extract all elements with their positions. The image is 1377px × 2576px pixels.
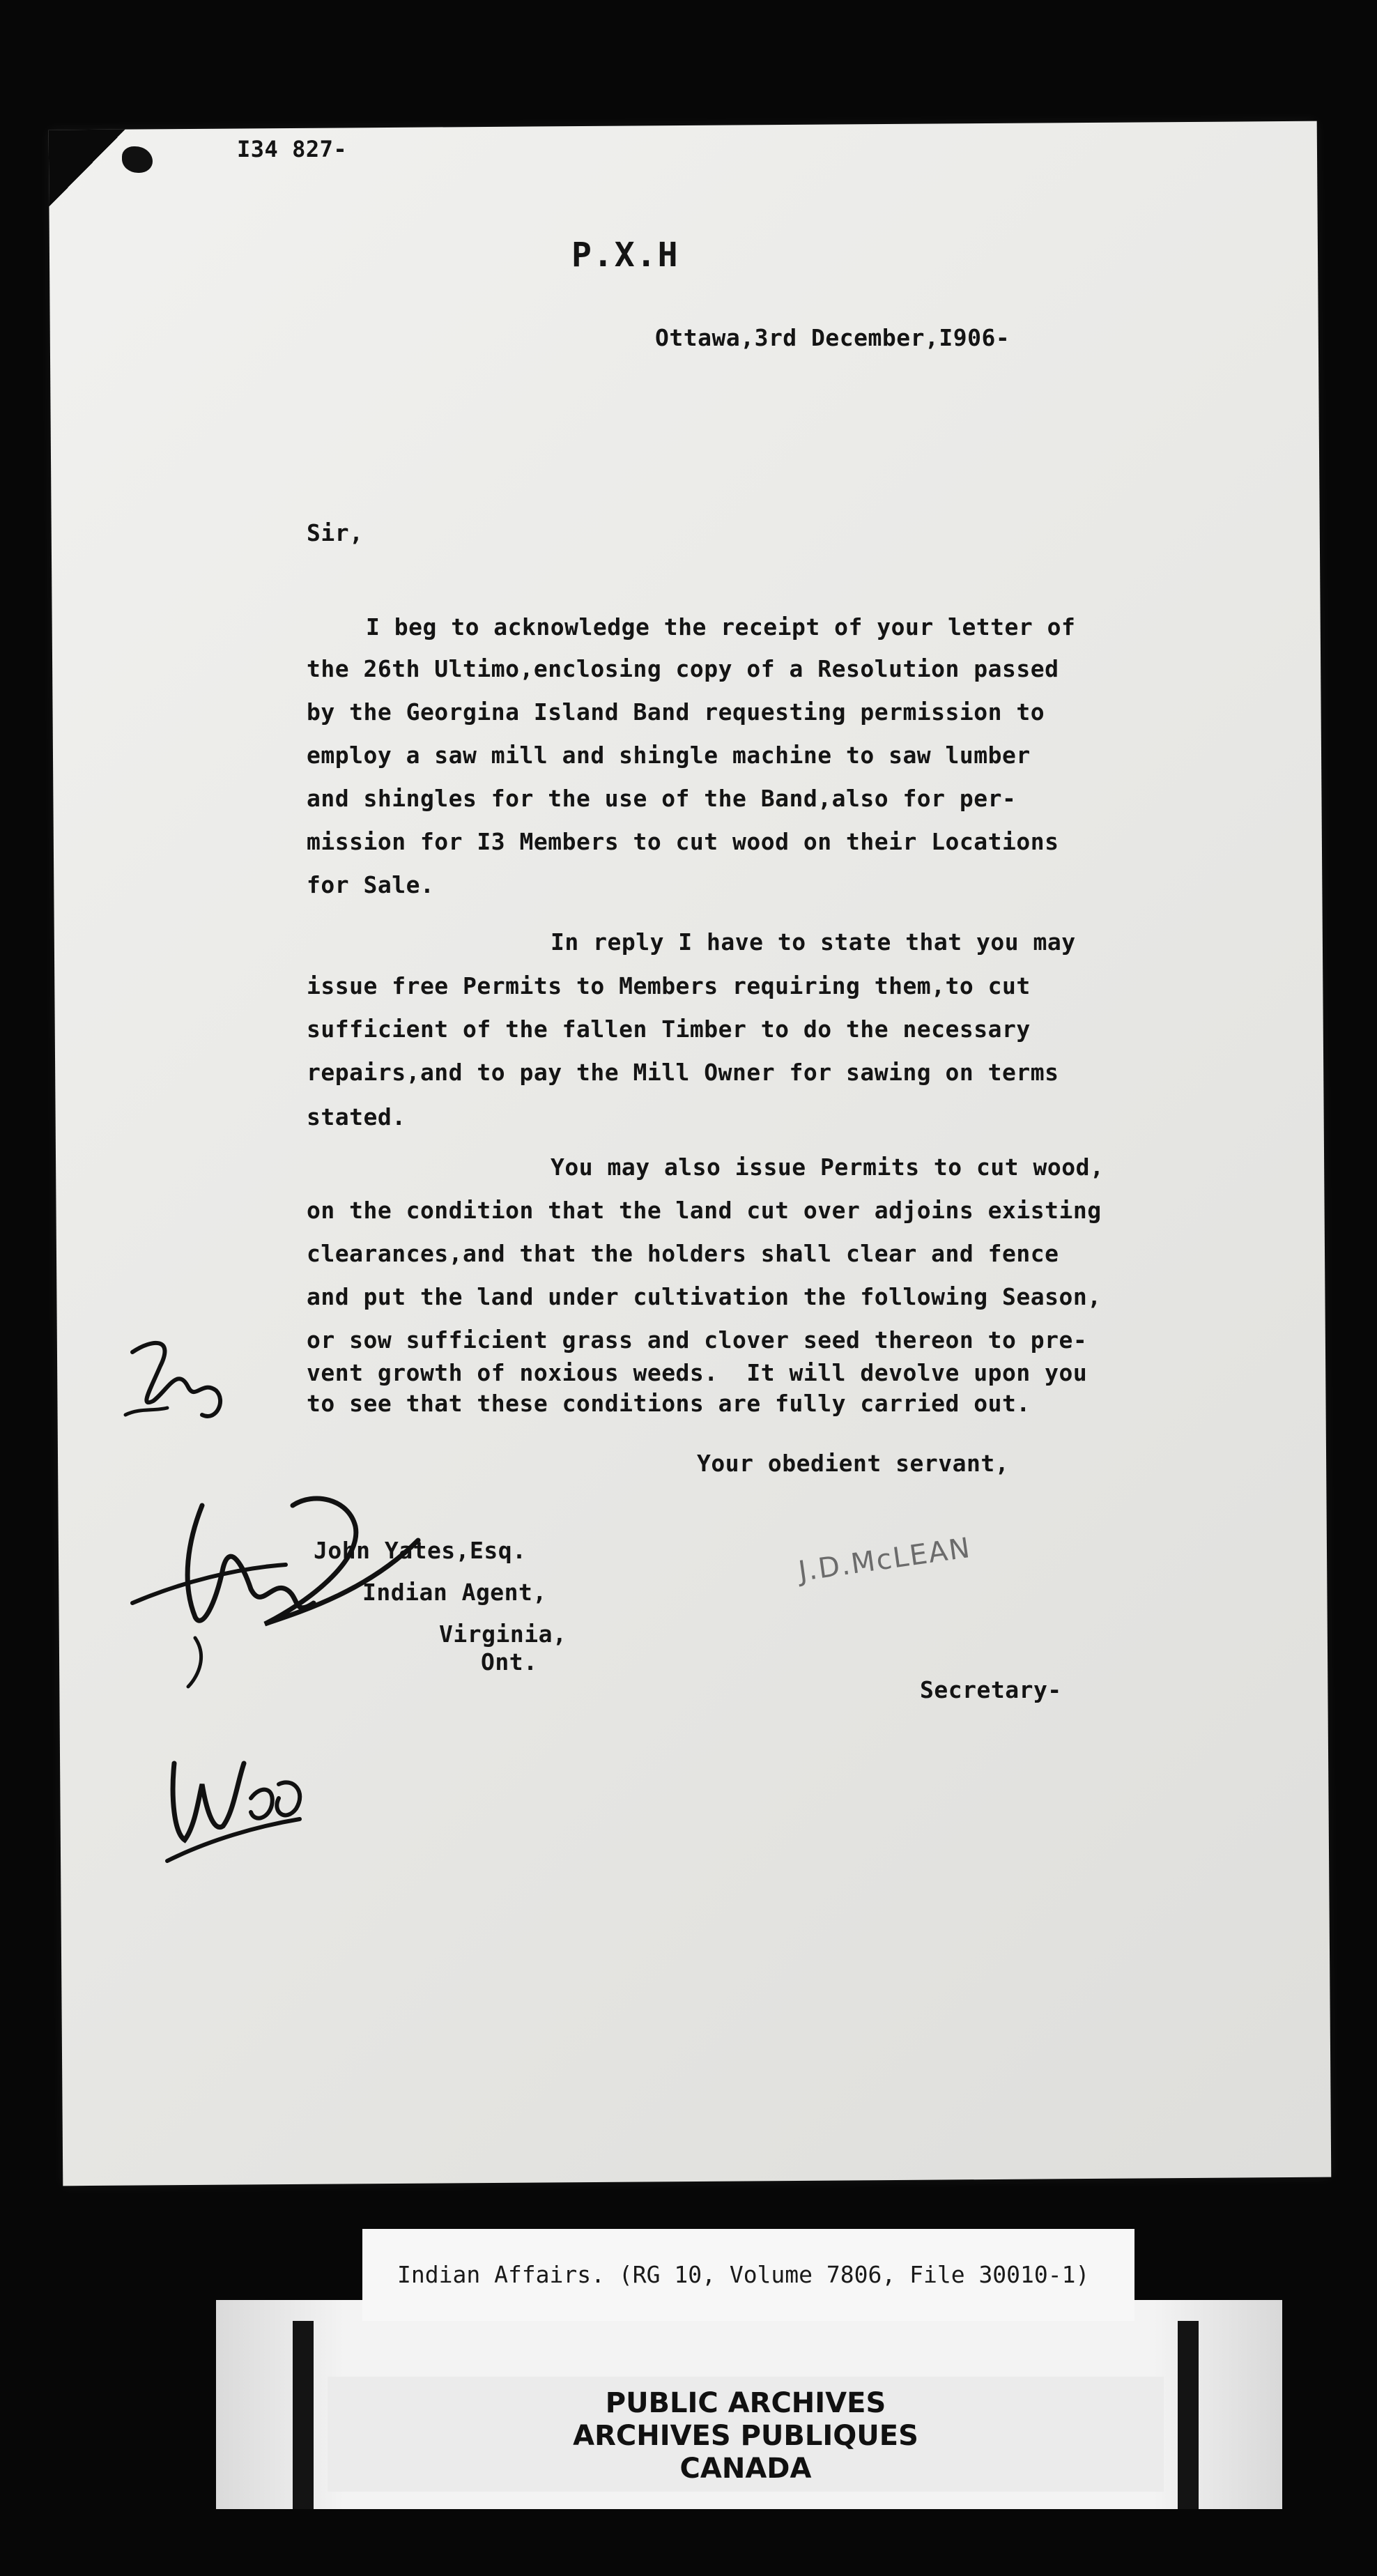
body-line: for Sale. (307, 871, 435, 898)
body-line: repairs,and to pay the Mill Owner for sawing on terms (307, 1059, 1059, 1086)
handwritten-mark (153, 1722, 334, 1875)
body-line: employ a saw mill and shingle machine to saw lumber (307, 742, 1031, 769)
archive-reference: Indian Affairs. (RG 10, Volume 7806, File 30010-1) (397, 2261, 1090, 2288)
body-line: the 26th Ultimo,enclosing copy of a Resolution passed (307, 655, 1059, 682)
archives-line: ARCHIVES PUBLIQUES (573, 2420, 918, 2452)
body-line: I beg to acknowledge the receipt of your letter of (366, 613, 1076, 641)
body-line: mission for I3 Members to cut wood on their Locations (307, 828, 1059, 855)
addressee-name: John Yates,Esq. (314, 1537, 527, 1564)
code-mark: P.X.H (571, 236, 679, 275)
addressee-title: Indian Agent, (362, 1579, 547, 1606)
box-edge-left (293, 2321, 314, 2509)
salutation: Sir, (307, 519, 364, 546)
body-line: In reply I have to state that you may (551, 928, 1076, 956)
body-line: and shingles for the use of the Band,also for per- (307, 785, 1017, 812)
folded-corner (49, 130, 126, 207)
body-line: by the Georgina Island Band requesting permission to (307, 698, 1045, 726)
body-line: clearances,and that the holders shall clear and fence (307, 1240, 1059, 1267)
body-line: on the condition that the land cut over adjoins existing (307, 1197, 1102, 1224)
body-line: stated. (307, 1103, 406, 1130)
addressee-town: Virginia, (439, 1620, 567, 1648)
file-number: I34 827- (237, 136, 348, 162)
dateline: Ottawa,3rd December,I906- (655, 324, 1010, 351)
body-line: issue free Permits to Members requiring them,to cut (307, 972, 1031, 999)
body-line: or sow sufficient grass and clover seed thereon to pre- (307, 1326, 1088, 1354)
signature-title: Secretary- (920, 1676, 1062, 1703)
signature-stamp: J.D.McLEAN (797, 1531, 974, 1588)
body-line: You may also issue Permits to cut wood, (551, 1153, 1105, 1181)
closing: Your obedient servant, (697, 1450, 1010, 1477)
body-line: sufficient of the fallen Timber to do the necessary (307, 1015, 1031, 1043)
archives-line: PUBLIC ARCHIVES (605, 2387, 886, 2419)
body-line: and put the land under cultivation the following Season, (307, 1283, 1102, 1310)
handwritten-initials (111, 1324, 265, 1464)
handwritten-signature (125, 1485, 460, 1694)
body-line: vent growth of noxious weeds. It will devolve upon you (307, 1359, 1088, 1386)
box-edge-right (1178, 2321, 1199, 2509)
archives-line: CANADA (679, 2453, 812, 2485)
addressee-province: Ont. (481, 1648, 538, 1676)
body-line: to see that these conditions are fully carried out. (307, 1390, 1031, 1417)
